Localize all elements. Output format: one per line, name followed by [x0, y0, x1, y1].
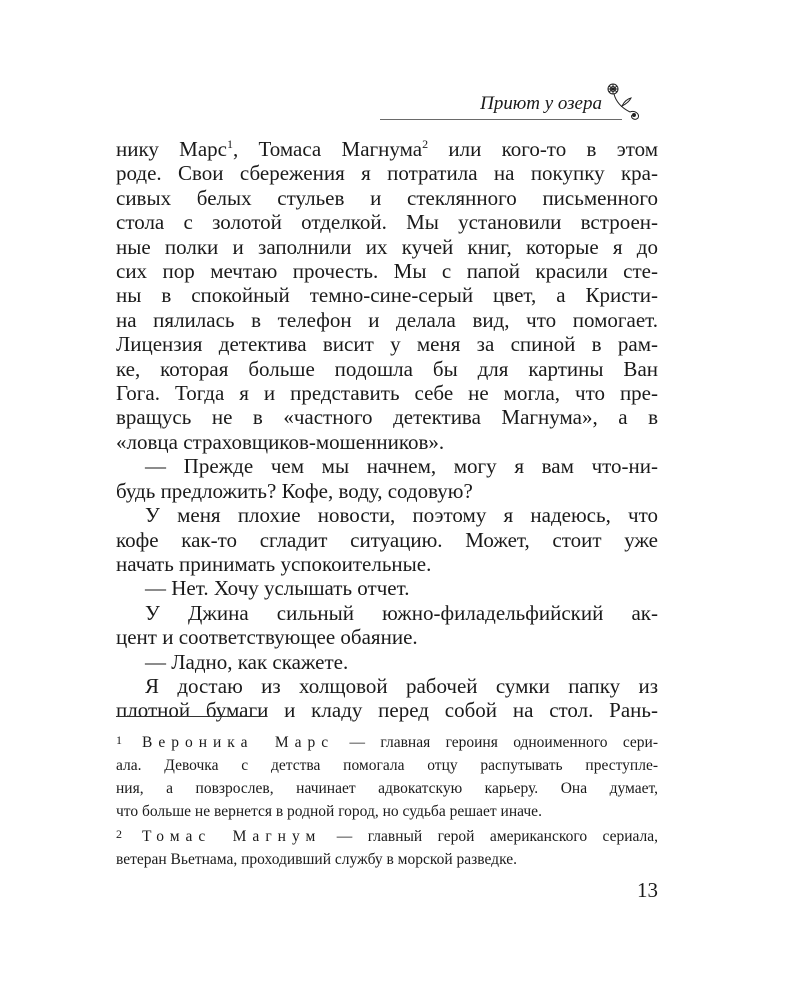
footnote-1: 1 Вероника Марс — главная героиня одноименного сери- [116, 729, 658, 754]
footnote-number: 1 [116, 733, 122, 747]
footnote-term: Томас Магнум [142, 828, 322, 845]
body-line: стола с золотой отделкой. Мы установили встроен- [116, 210, 658, 235]
body-line: У Джина сильный южно-филадельфийский ак- [145, 600, 658, 625]
footnote-line: ния, а повзрослев, начинает адвокатскую карьеру. Она думает, [116, 780, 658, 797]
footnote-ref-2: 2 [422, 137, 429, 151]
body-line: на пялилась в телефон и делала вид, что помогает. [116, 307, 658, 332]
body-line: нику Марс$^1$, Томаса Магнума$^2$ или кого-то в этом [116, 137, 658, 161]
body-line: кофе как-то сгладит ситуацию. Может, стоит уже [116, 527, 658, 552]
body-line: — Нет. Хочу услышать отчет. [145, 576, 410, 601]
body-line: начать принимать успокоительные. [116, 551, 432, 576]
body-line: цент и соответствующее обаяние. [116, 625, 418, 650]
body-line: роде. Свои сбережения я потратила на покупку кра- [116, 161, 658, 186]
footnotes [116, 729, 658, 871]
body-line: — Ладно, как скажете. [145, 649, 349, 674]
body-line: Я достаю из холщовой рабочей сумки папку из [145, 673, 658, 698]
footnote-ref-1: 1 [226, 137, 233, 151]
body-line: Гога. Тогда я и представить себе не могла, что пре- [116, 381, 658, 406]
footnote-term: Вероника Марс [142, 734, 335, 751]
body-line: плотной бумаги и кладу перед собой на стол. Рань- [116, 698, 658, 723]
footnote-line: ала. Девочка с детства помогала отцу распутывать преступле- [116, 757, 658, 774]
footnote-separator [116, 716, 266, 717]
footnote-2: 2 Томас Магнум — главный герой американского сериала, [116, 823, 658, 848]
body-line: сих пор мечтаю прочесть. Мы с папой красили сте- [116, 259, 658, 284]
body-line: ны в спокойный темно-сине-серый цвет, а Кристи- [116, 283, 658, 308]
body-line: «ловца страховщиков-мошенников». [116, 429, 445, 454]
body-line: ные полки и заполнили их кучей книг, которые я до [116, 234, 658, 259]
body-line: — Прежде чем мы начнем, могу я вам что-ни- [145, 454, 658, 479]
body-line: вращусь не в «частного детектива Магнума», а в [116, 405, 658, 430]
footnote-line: что больше не вернется в родной город, но судьба решает иначе. [116, 803, 542, 820]
page-number: 13 [637, 878, 658, 902]
body-line: ке, которая больше подошла бы для картины Ван [116, 356, 658, 381]
body-line: будь предложить? Кофе, воду, содовую? [116, 478, 473, 503]
running-title: Приют у озера [480, 93, 602, 114]
footnote-line: ветеран Вьетнама, проходивший службу в морской разведке. [116, 851, 517, 868]
running-header [380, 80, 670, 120]
body-line: сивых белых стульев и стеклянного письменного [116, 185, 658, 210]
body-line: Лицензия детектива висит у меня за спиной в рам- [116, 332, 658, 357]
body-text [116, 137, 658, 723]
flower-sprig-icon [600, 80, 644, 124]
body-line: У меня плохие новости, поэтому я надеюсь, что [145, 503, 658, 528]
footnote-number: 2 [116, 827, 122, 841]
header-rule [380, 119, 622, 120]
